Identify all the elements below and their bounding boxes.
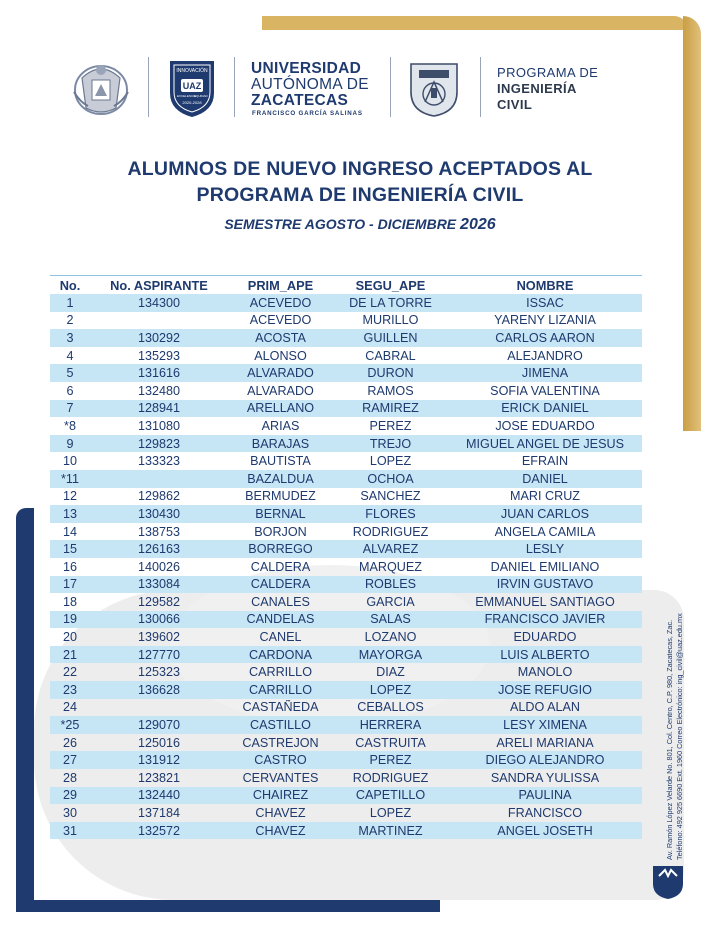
cell-no: 12 [62,489,77,504]
cell-prim-ape: CASTRO [254,753,307,768]
cell-segu-ape: GARCIA [366,594,415,609]
table-row [50,593,642,611]
cell-no: 1 [66,295,74,310]
table-row [50,329,642,347]
cell-segu-ape: PEREZ [369,753,412,768]
cell-prim-ape: ARIAS [261,418,300,433]
mini-shield-icon [651,864,685,900]
cell-prim-ape: CARRILLO [249,682,312,697]
cell-aspirante: 129862 [137,489,181,504]
cell-aspirante: 137184 [137,806,181,821]
cell-no: 17 [62,577,77,592]
cell-segu-ape: LOPEZ [369,806,412,821]
table-row [50,312,642,330]
cell-no: 26 [62,735,77,750]
cell-aspirante: 133323 [137,454,181,469]
cell-segu-ape: MARTINEZ [358,823,423,838]
cell-no: 20 [62,630,77,645]
cell-nombre: SANDRA YULISSA [490,770,600,785]
table-row [50,628,642,646]
cell-nombre: DIEGO ALEJANDRO [485,753,605,768]
cell-nombre: ERICK DANIEL [501,401,589,416]
cell-aspirante: 125323 [137,665,181,680]
header-segu-ape: SEGU_APE [355,277,426,293]
table-row [50,716,642,734]
cell-no: *11 [61,471,79,486]
cell-prim-ape: CERVANTES [242,770,319,785]
cell-aspirante: 130292 [137,330,181,345]
cell-segu-ape: SALAS [370,612,411,627]
state-seal-icon [70,58,132,118]
cell-prim-ape: ARELLANO [246,401,315,416]
table-body [50,294,642,839]
uaz-shield-logo-icon [166,55,218,119]
cell-segu-ape: OCHOA [367,471,414,486]
cell-prim-ape: CANALES [251,594,310,609]
header-divider [234,57,235,117]
page-title-line2: PROGRAMA DE INGENIERÍA CIVIL [196,184,524,206]
uaz-logo-side-text: EXCELENCIA [177,94,197,98]
cell-aspirante: 133084 [137,577,181,592]
cell-aspirante: 126163 [137,542,181,557]
cell-aspirante: 130430 [137,506,181,521]
table-row [50,699,642,717]
table-row [50,417,642,435]
table-row [50,382,642,400]
cell-segu-ape: GUILLEN [363,330,418,345]
cell-nombre: MANOLO [517,665,573,680]
cell-prim-ape: BARAJAS [251,436,310,451]
table-row [50,470,642,488]
cell-no: 28 [62,770,77,785]
program-name-line3: CIVIL [497,97,533,112]
cell-nombre: EDUARDO [513,630,577,645]
header-aspirante: No. ASPIRANTE [110,277,208,293]
cell-prim-ape: BORJON [254,524,307,539]
cell-no: 4 [66,348,74,363]
cell-no: *25 [60,718,80,733]
cell-aspirante: 132572 [137,823,181,838]
header-divider [390,57,391,117]
table-row [50,663,642,681]
cell-segu-ape: CABRAL [365,348,416,363]
cell-prim-ape: CASTREJON [242,735,319,750]
cell-prim-ape: CASTILLO [250,718,311,733]
navy-frame-left [16,508,34,912]
cell-segu-ape: MURILLO [362,313,419,328]
cell-nombre: LESY XIMENA [503,718,587,733]
cell-prim-ape: BERMUDEZ [245,489,316,504]
cell-nombre: DANIEL EMILIANO [490,559,600,574]
cell-segu-ape: MARQUEZ [359,559,422,574]
cell-segu-ape: TREJO [369,436,412,451]
cell-no: 29 [62,788,77,803]
cell-aspirante: 127770 [137,647,181,662]
cell-segu-ape: RODRIGUEZ [352,770,429,785]
table-row [50,804,642,822]
university-name-line1: UNIVERSIDAD [251,60,362,77]
cell-aspirante: 140026 [137,559,181,574]
cell-nombre: LESLY [525,542,565,557]
cell-aspirante: 123821 [137,770,181,785]
cell-prim-ape: ALVARADO [247,366,314,381]
cell-no: *8 [64,418,76,433]
page-title-line1: ALUMNOS DE NUEVO INGRESO ACEPTADOS AL [127,158,593,180]
cell-segu-ape: LOPEZ [369,682,412,697]
cell-no: 23 [62,682,77,697]
program-name-line2: INGENIERÍA [497,81,577,96]
cell-nombre: SOFIA VALENTINA [490,383,600,398]
cell-nombre: JOSE EDUARDO [495,418,595,433]
cell-segu-ape: CAPETILLO [355,788,426,803]
table-header-row [50,276,642,294]
cell-prim-ape: ACEVEDO [249,313,312,328]
cell-segu-ape: PEREZ [369,418,412,433]
uaz-logo-side2-text: EQUIDAD [194,94,208,98]
cell-nombre: PAULINA [518,788,572,803]
table-row [50,646,642,664]
header-no: No. [59,277,81,293]
table-row [50,452,642,470]
table-row [50,681,642,699]
cell-nombre: YARENY LIZANIA [494,313,596,328]
cell-aspirante: 125016 [137,735,181,750]
cell-segu-ape: RAMIREZ [362,401,419,416]
cell-nombre: ISSAC [526,295,564,310]
cell-segu-ape: RODRIGUEZ [352,524,429,539]
cell-segu-ape: LOPEZ [369,454,412,469]
cell-aspirante: 134300 [137,295,181,310]
cell-no: 2 [66,313,74,328]
cell-no: 5 [66,366,74,381]
cell-nombre: JIMENA [521,366,569,381]
cell-nombre: EFRAIN [521,454,569,469]
cell-aspirante: 129823 [137,436,181,451]
semester-subtitle [0,216,720,234]
table-row [50,488,642,506]
cell-aspirante: 132440 [137,788,181,803]
cell-prim-ape: CALDERA [250,577,311,592]
table-row [50,364,642,382]
admissions-table [50,275,642,839]
cell-no: 7 [66,401,74,416]
cell-prim-ape: ALONSO [254,348,307,363]
cell-aspirante: 136628 [137,682,181,697]
cell-aspirante: 138753 [137,524,181,539]
cell-no: 6 [66,383,74,398]
table-row [50,751,642,769]
cell-prim-ape: ACEVEDO [249,295,312,310]
cell-prim-ape: BAZALDUA [247,471,314,486]
header-divider [148,57,149,117]
cell-segu-ape: SANCHEZ [360,489,421,504]
uaz-logo-top-text: INNOVACIÓN [176,68,208,74]
cell-segu-ape: ALVAREZ [362,542,419,557]
cell-aspirante: 130066 [137,612,181,627]
cell-segu-ape: DIAZ [376,665,405,680]
cell-nombre: ARELI MARIANA [496,735,594,750]
cell-aspirante: 129070 [137,718,181,733]
cell-nombre: LUIS ALBERTO [500,647,590,662]
cell-segu-ape: CEBALLOS [357,700,424,715]
header-prim-ape: PRIM_APE [247,277,314,293]
cell-nombre: EMMANUEL SANTIAGO [475,594,615,609]
cell-aspirante: 129582 [137,594,181,609]
cell-prim-ape: CHAVEZ [255,806,306,821]
cell-segu-ape: ROBLES [364,577,417,592]
cell-no: 3 [66,330,74,345]
footer-phone-email: Teléfono: 492 925 6690 Ext. 1960 Correo Electrónico: ing_civil@uaz.edu.mx [674,613,684,860]
cell-prim-ape: BAUTISTA [250,454,311,469]
cell-nombre: FRANCISCO JAVIER [484,612,606,627]
cell-no: 21 [62,647,77,662]
cell-nombre: FRANCISCO [507,806,583,821]
cell-nombre: CARLOS AARON [495,330,595,345]
cell-segu-ape: CASTRUITA [355,735,426,750]
header-divider [480,57,481,117]
cell-aspirante: 131080 [137,418,181,433]
cell-nombre: ALEJANDRO [507,348,583,363]
cell-no: 15 [62,542,77,557]
table-row [50,734,642,752]
table-row [50,769,642,787]
cell-prim-ape: ACOSTA [255,330,306,345]
engineering-seal-icon [405,56,463,118]
cell-nombre: MIGUEL ANGEL DE JESUS [466,436,624,451]
gold-frame-top [262,16,688,30]
semester-label: SEMESTRE AGOSTO - DICIEMBRE [224,216,457,232]
cell-nombre: ALDO ALAN [510,700,580,715]
semester-year: 2026 [460,216,496,233]
cell-nombre: JUAN CARLOS [500,506,590,521]
cell-prim-ape: BERNAL [255,506,306,521]
navy-frame-bottom [16,900,440,912]
cell-aspirante: 128941 [137,401,181,416]
cell-prim-ape: CARRILLO [249,665,312,680]
cell-aspirante: 135293 [137,348,181,363]
university-name-line2: AUTÓNOMA DE [251,76,369,93]
cell-prim-ape: ALVARADO [247,383,314,398]
uaz-logo-text: UAZ [182,81,202,91]
table-row [50,576,642,594]
table-row [50,822,642,840]
cell-aspirante: 131616 [137,366,181,381]
table-row [50,400,642,418]
table-row [50,523,642,541]
cell-nombre: JOSE REFUGIO [498,682,592,697]
cell-segu-ape: MAYORGA [358,647,423,662]
table-row [50,540,642,558]
cell-prim-ape: CHAVEZ [255,823,306,838]
table-row [50,294,642,312]
cell-segu-ape: FLORES [365,506,416,521]
university-name-line3: ZACATECAS [251,92,349,109]
table-row [50,435,642,453]
cell-aspirante: 132480 [137,383,181,398]
uaz-logo-bottom-text: 2020-2028 [182,100,202,105]
cell-no: 14 [62,524,77,539]
cell-prim-ape: BORREGO [248,542,313,557]
cell-prim-ape: CHAIREZ [252,788,309,803]
table-row [50,558,642,576]
table-row [50,347,642,365]
cell-nombre: IRVIN GUSTAVO [496,577,594,592]
cell-segu-ape: HERRERA [359,718,422,733]
cell-nombre: ANGELA CAMILA [494,524,596,539]
cell-segu-ape: DE LA TORRE [349,295,432,310]
cell-prim-ape: CALDERA [250,559,311,574]
cell-no: 30 [62,806,77,821]
cell-prim-ape: CANDELAS [246,612,315,627]
cell-no: 31 [62,823,77,838]
cell-aspirante: 131912 [137,753,181,768]
university-name-line4: FRANCISCO GARCÍA SALINAS [252,110,363,117]
footer-address: Av. Ramón López Velarde No. 801, Col. Centro, C.P. 980, Zacatecas, Zac. [665,619,674,860]
cell-prim-ape: CARDONA [249,647,312,662]
table-row [50,787,642,805]
footer-contact [665,613,684,860]
table-row [50,611,642,629]
cell-no: 27 [62,753,77,768]
cell-no: 10 [62,454,77,469]
cell-nombre: DANIEL [522,471,568,486]
cell-prim-ape: CASTAÑEDA [242,700,319,715]
cell-no: 18 [62,594,77,609]
cell-no: 24 [62,700,77,715]
cell-no: 9 [66,436,74,451]
cell-no: 13 [62,506,77,521]
cell-segu-ape: LOZANO [364,630,417,645]
cell-prim-ape: CANEL [259,630,302,645]
cell-no: 16 [62,559,77,574]
cell-aspirante: 139602 [137,630,181,645]
cell-segu-ape: RAMOS [367,383,414,398]
cell-nombre: ANGEL JOSETH [497,823,593,838]
program-name-line1: PROGRAMA DE [497,65,599,80]
cell-no: 19 [62,612,77,627]
cell-no: 22 [62,665,77,680]
table-row [50,505,642,523]
header-nombre: NOMBRE [516,277,574,293]
cell-segu-ape: DURON [367,366,414,381]
cell-nombre: MARI CRUZ [510,489,580,504]
